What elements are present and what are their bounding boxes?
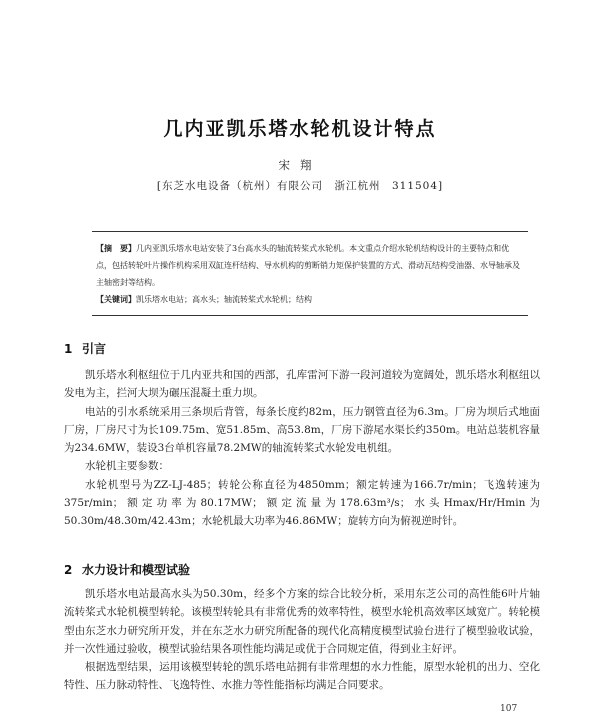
- paragraph: 水轮机主要参数：: [85, 460, 169, 473]
- section-number: 2: [64, 563, 73, 577]
- abstract-block: [96, 240, 524, 308]
- keywords-label: 【关键词】: [96, 294, 136, 304]
- paragraph: 根据选型结果，运用该模型转轮的凯乐塔电站拥有非常理想的水力性能，原型水轮机的出力、空化特性、压力脉动特性、飞逸特性、水推力等性能指标均满足合同要求。: [64, 661, 540, 692]
- section-heading-1: [64, 340, 106, 357]
- section-title: 水力设计和模型试验: [82, 563, 191, 577]
- section-2-body: [64, 585, 540, 695]
- abstract-text: 几内亚凯乐塔水电站安装了3台高水头的轴流转桨式水轮机。本文重点介绍水轮机结构设计的主要特点和优点，包括转轮叶片操作机构采用双缸连杆结构、导水机构的剪断销力矩保护装置的方式、滑动瓦结构受油器、水导轴承及主轴密封等结构。: [96, 244, 520, 287]
- abstract-paragraph: [96, 240, 524, 291]
- section-1-body: [64, 366, 540, 531]
- keywords-paragraph: [96, 291, 524, 308]
- page-number: 107: [500, 704, 518, 714]
- section-heading-2: [64, 561, 190, 578]
- section-title: 引言: [82, 342, 107, 356]
- paragraph: 水轮机型号为ZZ-LJ-485；转轮公称直径为4850mm；额定转速为166.7r/min；飞逸转速为375r/min；额定功率为80.17MW；额定流量为178.63m³/s；水头Hmax/Hr/Hmin为50.30m/48.30m/42.43m；水轮机最大功率为46.86MW；旋转方向为俯视逆时针。: [64, 478, 540, 528]
- abstract-top-rule: [92, 231, 528, 232]
- paragraph: 电站的引水系统采用三条坝后背管，每条长度约82m，压力钢管直径为6.3m。厂房为坝后式地面厂房，厂房尺寸为长109.75m、宽51.85m、高53.8m，厂房下游尾水渠长约350m。电站总装机容量为234.6MW，装设3台单机容量78.2MW的轴流转桨式水轮发电机组。: [64, 405, 540, 455]
- article-author: 宋翔: [278, 158, 322, 172]
- abstract-label: 【摘 要】: [96, 243, 136, 253]
- abstract-bottom-rule: [92, 315, 528, 316]
- keywords-text: 凯乐塔水电站；高水头；轴流转桨式水轮机；结构: [136, 295, 312, 304]
- paragraph: 凯乐塔水电站最高水头为50.30m，经多个方案的综合比较分析，采用东芝公司的高性能6叶片轴流转桨式水轮机模型转轮。该模型转轮具有非常优秀的效率特性，模型水轮机高效率区域宽广。转轮模型由东芝水力研究所开发，并在东芝水力研究所配备的现代化高精度模型试验台进行了模型验收试验，并一次性通过验收，模型试验结果各项性能均满足或优于合同规定值，得到业主好评。: [64, 588, 540, 655]
- article-title: 几内亚凯乐塔水轮机设计特点: [163, 118, 437, 140]
- section-number: 1: [64, 342, 73, 356]
- article-affiliation: [东芝水电设备（杭州）有限公司 浙江杭州 311504]: [156, 180, 444, 192]
- paragraph: 凯乐塔水利枢纽位于几内亚共和国的西部，孔库雷河下游一段河道较为宽阔处，凯乐塔水利枢纽以发电为主，拦河大坝为碾压混凝土重力坝。: [64, 369, 540, 400]
